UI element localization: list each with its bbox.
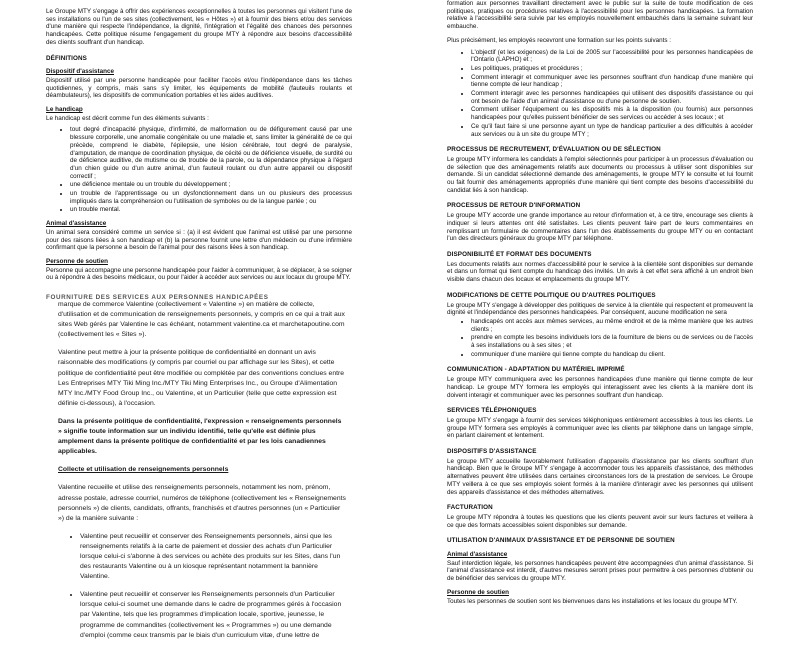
overlay-paragraph: marque de commerce Valentine (collectivement « Valentine ») en matière de collecte, d'utilisation et de communication de renseignements personnels, y compris en ce qui a trait aux sites Web gérés par Valentine le cas échéant, notamment valentine.ca et marchetapoutine.com (collectivement les « Sites »). [58, 301, 345, 339]
overlay-list [58, 532, 346, 641]
recruit-heading: PROCESSUS DE RECRUTEMENT, D'ÉVALUATION OU DE SÉLECTION [447, 146, 661, 154]
adapt-heading: COMMUNICATION - ADAPTATION DU MATÉRIEL IMPRIMÉ [447, 366, 625, 374]
feedback-heading: PROCESSUS DE RETOUR D'INFORMATION [447, 202, 581, 210]
training-top-text: formation aux personnes travaillant directement avec le public sur la suite de toute modification de ces politiques, pratiques ou procédures relatives à l'accessibilité pour les personnes handicapées. La formation relative à l'accessibilité sera suivie par les employés nouvellement embauchés dans la semaine suivant leur embauche. [447, 0, 753, 31]
handicap-list [46, 126, 352, 214]
recruit-text: Le groupe MTY informera les candidats à l'emploi sélectionnés pour participer à un processus d'évaluation ou de sélection que des aménagements relatifs aux documents ou processus à utiliser sont disponibles sur demande. Si un candidat sélectionné demande des aménagements, le groupe MTY le consulte et lui fournit ou fait fournir des aménagements appropriés d'une manière qui tient compte des besoins d'accessibilité du candidat liés à son handicap. [447, 155, 753, 194]
training-list [447, 49, 753, 139]
list-item: • tout degré d'incapacité physique, d'infirmité, de malformation ou de défigurement causé par une blessure corporelle, une anomalie congénitale ou une maladie et, sans limiter la généralité de ce qui précède, comprend le diabète, l'épilepsie, une lésion cérébrale, tout degré de paralysie, d'amputation, de manque de coordination physique, de cécité ou de déficience visuelle, de surdité ou de déficience auditive, de mutisme ou de trouble de la parole, ou la dépendance physique à l'égard d'un chien guide ou d'un autre animal, d'un fauteuil roulant ou d'un autre appareil ou dispositif correctif ; [70, 126, 352, 180]
soutien-text: Personne qui accompagne une personne handicapée pour l'aider à communiquer, à se déplacer, à se soigner ou à répondre à des besoins médicaux, ou pour l'aider à accéder aux services ou aux locaux du groupe MTY. [46, 266, 352, 282]
overlay-content [58, 300, 346, 649]
modif-list [447, 318, 753, 359]
feedback-text: Le groupe MTY accorde une grande importance au retour d'information et, à ce titre, encourage ses clients à indiquer si leurs attentes ont été satisfaites. Les clients peuvent faire part de leurs commentaires en remplissant un formulaire de commentaires dans l'un des établissements du groupe MTY ou en contactant l'un des directeurs généraux du groupe MTY par téléphone. [447, 212, 753, 243]
animal-text-right: Sauf interdiction légale, les personnes handicapées peuvent être accompagnées d'un animal d'assistance. Si l'animal d'assistance est interdit, d'autres mesures seront prises pour permettre à ces personnes d'obtenir ou de bénéficier des services du groupe MTY. [447, 559, 753, 583]
list-item: • un trouble de l'apprentissage ou un dysfonctionnement dans un ou plusieurs des processus impliqués dans la compréhension ou l'utilisation de symboles ou de la langue parlée ; ou [70, 190, 352, 205]
definitions-heading: DÉFINITIONS [46, 54, 87, 62]
handicap-heading: Le handicap [46, 106, 83, 114]
list-item: • communiquer d'une manière qui tienne compte du handicap du client. [471, 351, 753, 359]
soutien-text-right: Toutes les personnes de soutien sont les bienvenues dans les installations et les locaux du groupe MTY. [447, 597, 738, 605]
list-item: • L'objectif (et les exigences) de la Loi de 2005 sur l'accessibilité pour les personnes handicapées de l'Ontario (LAPHO) et ; [471, 49, 753, 64]
disp-heading: DISPOSITIFS D'ASSISTANCE [447, 448, 537, 456]
format-text: Les documents relatifs aux normes d'accessibilité pour le service à la clientèle sont disponibles sur demande et dans un format qui tient compte du handicap des invités. Un avis à cet effet sera affiché à un endroit bien visible dans chacun des locaux et emplacements du groupe MTY. [447, 260, 753, 284]
list-item: • handicapés ont accès aux mêmes services, au même endroit et de la même manière que les autres clients ; [471, 318, 753, 333]
training-intro: Plus précisément, les employés recevront une formation sur les points suivants : [447, 36, 671, 44]
obscured-heading: FOURNITURE DES SERVICES AUX PERSONNES HANDICAPÉES [46, 294, 269, 301]
list-item: • une déficience mentale ou un trouble du développement ; [70, 181, 352, 189]
overlay-paragraph: Valentine recueille et utilise des renseignements personnels, notamment les nom, prénom, adresse postale, adresse courriel, numéros de téléphone (collectivement les « Renseignements personnels ») de clients, candidats, offrants, franchisés et d'autres personnes (un « Particulier ») de la manière suivante : [58, 484, 346, 522]
overlay-excerpt [46, 294, 346, 639]
animals-heading: UTILISATION D'ANIMAUX D'ASSISTANCE ET DE PERSONNE DE SOUTIEN [447, 537, 675, 545]
list-item: • Comment interagir avec les personnes handicapées qui utilisent des dispositifs d'assistance ou qui ont besoin de l'aide d'un animal d'assistance ou d'une personne de soutien. [471, 90, 753, 105]
fact-text: Le groupe MTY répondra à toutes les questions que les clients peuvent avoir sur leurs factures et veillera à ce que des formats accessibles soient disponibles sur demande. [447, 513, 753, 529]
right-column [447, 0, 753, 605]
fact-heading: FACTURATION [447, 504, 493, 512]
animal-text: Un animal sera considéré comme un service si : (a) il est évident que l'animal est utilisé par une personne pour des raisons liées à son handicap et (b) la personne fournit une lettre d'un médecin ou d'une infirmière confirmant que la personne a besoin de l'animal pour des raisons liées à son handicap. [46, 228, 352, 252]
dispositif-text: Dispositif utilisé par une personne handicapée pour faciliter l'accès et/ou l'indépendance dans les tâches quotidiennes, y compris, mais sans s'y limiter, les équipements de mobilité (fauteuils roulants et déambulateurs), les dispositifs de communication portables et les aides auditives. [46, 76, 352, 100]
list-item: • Valentine peut recueillir et conserver des Renseignements personnels, ainsi que les renseignements relatifs à la carte de paiement et dossier des achats d'un Particulier lorsque celui-ci s'abonne à des services ou achète des produits sur les Sites, dans l'un des restaurants Valentine ou à un kiosque représentant notamment la bannière Valentine. [80, 532, 346, 582]
format-heading: DISPONIBILITÉ ET FORMAT DES DOCUMENTS [447, 250, 592, 258]
overlay-paragraph: Valentine peut mettre à jour la présente politique de confidentialité en donnant un avis raisonnable des modifications (y compris par courriel ou par affichage sur les Sites), et cette politique de confidentialité peut être modifiée ou complétée par des conventions conclues entre Les Entreprises MTY Tiki Ming Inc./MTY Tiki Ming Enterprises Inc., ou Groupe d'Alimentation MTY Inc./MTY Food Group Inc., ou Valentine, et un Particulier (telle que cette expression est définie ci-dessous), à l'occasion. [58, 349, 345, 407]
animal-subheading: Animal d'assistance [447, 551, 508, 559]
modif-heading: MODIFICATIONS DE CETTE POLITIQUE OU D'AUTRES POLITIQUES [447, 291, 656, 299]
list-item: • Ce qu'il faut faire si une personne ayant un type de handicap particulier a des difficultés à accéder aux services ou à un site du groupe MTY ; [471, 123, 753, 138]
soutien-subheading: Personne de soutien [447, 588, 509, 596]
overlay-subheading: Collecte et utilisation de renseignements personnels [58, 466, 229, 474]
intro-paragraph: Le Groupe MTY s'engage à offrir des expériences exceptionnelles à toutes les personnes qui visitent l'une de ses installations ou l'un de ses sites (collectivement, les « Hôtes ») et à fournir des biens et/ou des services d'une manière qui respecte l'indépendance, la dignité, l'intégration et l'égalité des chances des personnes handicapées. Cette politique résume l'engagement du groupe MTY à répondre aux besoins d'accessibilité des clients souffrant d'un handicap. [46, 8, 352, 46]
tel-heading: SERVICES TÉLÉPHONIQUES [447, 407, 537, 415]
list-item: • un trouble mental. [70, 206, 352, 214]
modif-text: Le groupe MTY s'engage à développer des politiques de service à la clientèle qui respectent et promeuvent la dignité et l'indépendance des personnes handicapées. Par conséquent, aucune modification ne sera [447, 301, 753, 317]
handicap-intro: Le handicap est décrit comme l'un des éléments suivants : [46, 114, 209, 122]
list-item: • Comment interagir et communiquer avec les personnes souffrant d'un handicap d'une manière qui tienne compte de leur handicap ; [471, 74, 753, 89]
adapt-text: Le groupe MTY communiquera avec les personnes handicapées d'une manière qui tienne compte de leur handicap. Le groupe MTY formera les employés qui interagissent avec les clients à la manière dont ils doivent interagir et communiquer avec les personnes souffrant d'un handicap. [447, 376, 753, 399]
list-item: • Comment utiliser l'équipement ou les dispositifs mis à la disposition (ou fournis) aux personnes handicapées pour qu'elles puissent bénéficier de ses services ou accéder à ses locaux ; et [471, 106, 753, 121]
soutien-heading: Personne de soutien [46, 257, 108, 265]
dispositif-heading: Dispositif d'assistance [46, 68, 114, 76]
list-item: • prendre en compte les besoins individuels lors de la fourniture de biens ou de services ou de l'accès à ses installations ou à ses sites ; et [471, 334, 753, 349]
list-item: • Valentine peut recueillir et conserver les Renseignements personnels d'un Particulier lorsque celui-ci soumet une demande dans le cadre de programmes gérés à l'occasion par Valentine, tels que les programmes d'implication locale, sportive, jeunesse, le programme de commandites (collectivement les « Programmes ») ou une demande d'emploi (comme ceux transmis par le biais d'un curriculum vitæ, d'une lettre de [80, 590, 346, 640]
overlay-definition: Dans la présente politique de confidentialité, l'expression « renseignements personnels » signifie toute information sur un individu identifié, telle qu'elle est définie plus amplement dans la présente politique de confidentialité et par les lois canadiennes applicables. [58, 417, 342, 456]
animal-heading: Animal d'assistance [46, 220, 107, 228]
disp-text: Le groupe MTY accueille favorablement l'utilisation d'appareils d'assistance par les clients souffrant d'un handicap. Bien que le Groupe MTY s'engage à accommoder tous les appareils d'assistance, des méthodes alternatives peuvent être utilisées dans certaines circonstances lors de la prestation de services. Le Groupe MTY veillera à ce que ses employés soient formés à la manière d'interagir avec les personnes qui utilisent des appareils d'assistance et des méthodes alternatives. [447, 457, 753, 496]
tel-text: Le groupe MTY s'engage à fournir des services téléphoniques entièrement accessibles à tous les clients. Le groupe MTY formera ses employés à communiquer avec les clients par téléphone dans un langage simple, en parlant clairement et lentement. [447, 416, 753, 440]
list-item: • Les politiques, pratiques et procédures ; [471, 65, 753, 73]
